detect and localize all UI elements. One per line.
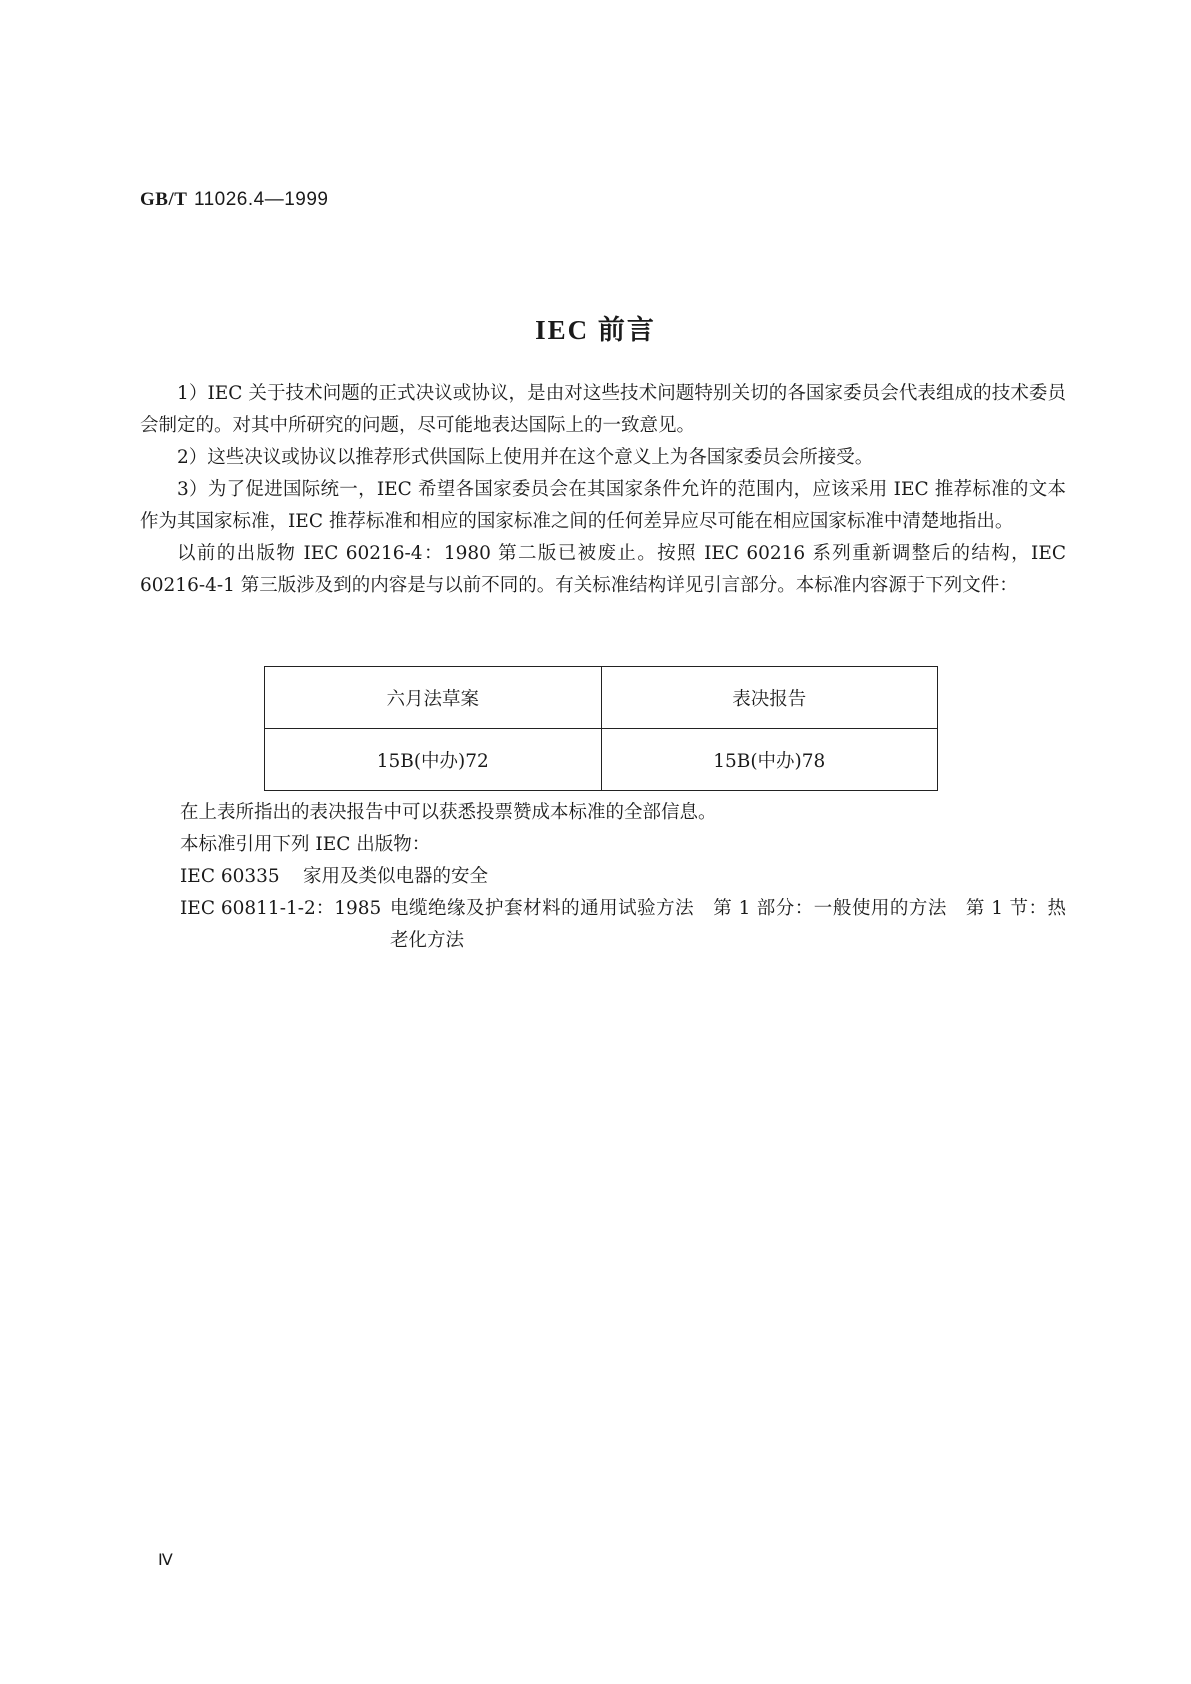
reference-code: IEC 60811-1-2：1985 [180, 898, 382, 919]
page-title: IEC 前言 [535, 315, 656, 345]
standard-number: 11026.4—1999 [193, 189, 329, 210]
reference-title: 电缆绝缘及护套材料的通用试验方法 第 1 部分：一般使用的方法 第 1 节：热老化方法 [390, 898, 1066, 951]
table-header-cell: 六月法草案 [265, 667, 602, 729]
page-number: Ⅳ [158, 1552, 173, 1569]
foreword-body [140, 378, 1066, 602]
paragraph-1: 1）IEC 关于技术问题的正式决议或协议，是由对这些技术问题特别关切的各国家委员会代表组成的技术委员会制定的。对其中所研究的问题，尽可能地表达国际上的一致意见。 [140, 383, 1066, 436]
reference-item [140, 893, 1066, 957]
reference-code: IEC 60335 [180, 866, 280, 887]
table-cell: 15B(中办)78 [601, 729, 938, 791]
document-source-table [264, 666, 938, 791]
standard-prefix: GB/T [140, 189, 188, 210]
paragraph-4: 以前的出版物 IEC 60216-4：1980 第二版已被废止。按照 IEC 60216 系列重新调整后的结构，IEC 60216-4-1 第三版涉及到的内容是与以前不同的。有关标准结构详见引言部分。本标准内容源于下列文件： [140, 543, 1066, 596]
standard-code [140, 188, 329, 211]
table-row [265, 729, 938, 791]
reference-item [140, 861, 1066, 893]
paragraph-2: 2）这些决议或协议以推荐形式供国际上使用并在这个意义上为各国家委员会所接受。 [177, 447, 874, 468]
table-header-cell: 表决报告 [601, 667, 938, 729]
voting-info-line: 在上表所指出的表决报告中可以获悉投票赞成本标准的全部信息。 [180, 802, 717, 823]
paragraph-3: 3）为了促进国际统一，IEC 希望各国家委员会在其国家条件允许的范围内，应该采用 IEC 推荐标准的文本作为其国家标准，IEC 推荐标准和相应的国家标准之间的任何差异应尽可能在相应国家标准中清楚地指出。 [140, 479, 1066, 532]
reference-title: 家用及类似电器的安全 [303, 866, 489, 887]
table-header-row [265, 667, 938, 729]
references-intro: 本标准引用下列 IEC 出版物： [180, 834, 431, 855]
references-section [140, 797, 1066, 957]
table-cell: 15B(中办)72 [265, 729, 602, 791]
